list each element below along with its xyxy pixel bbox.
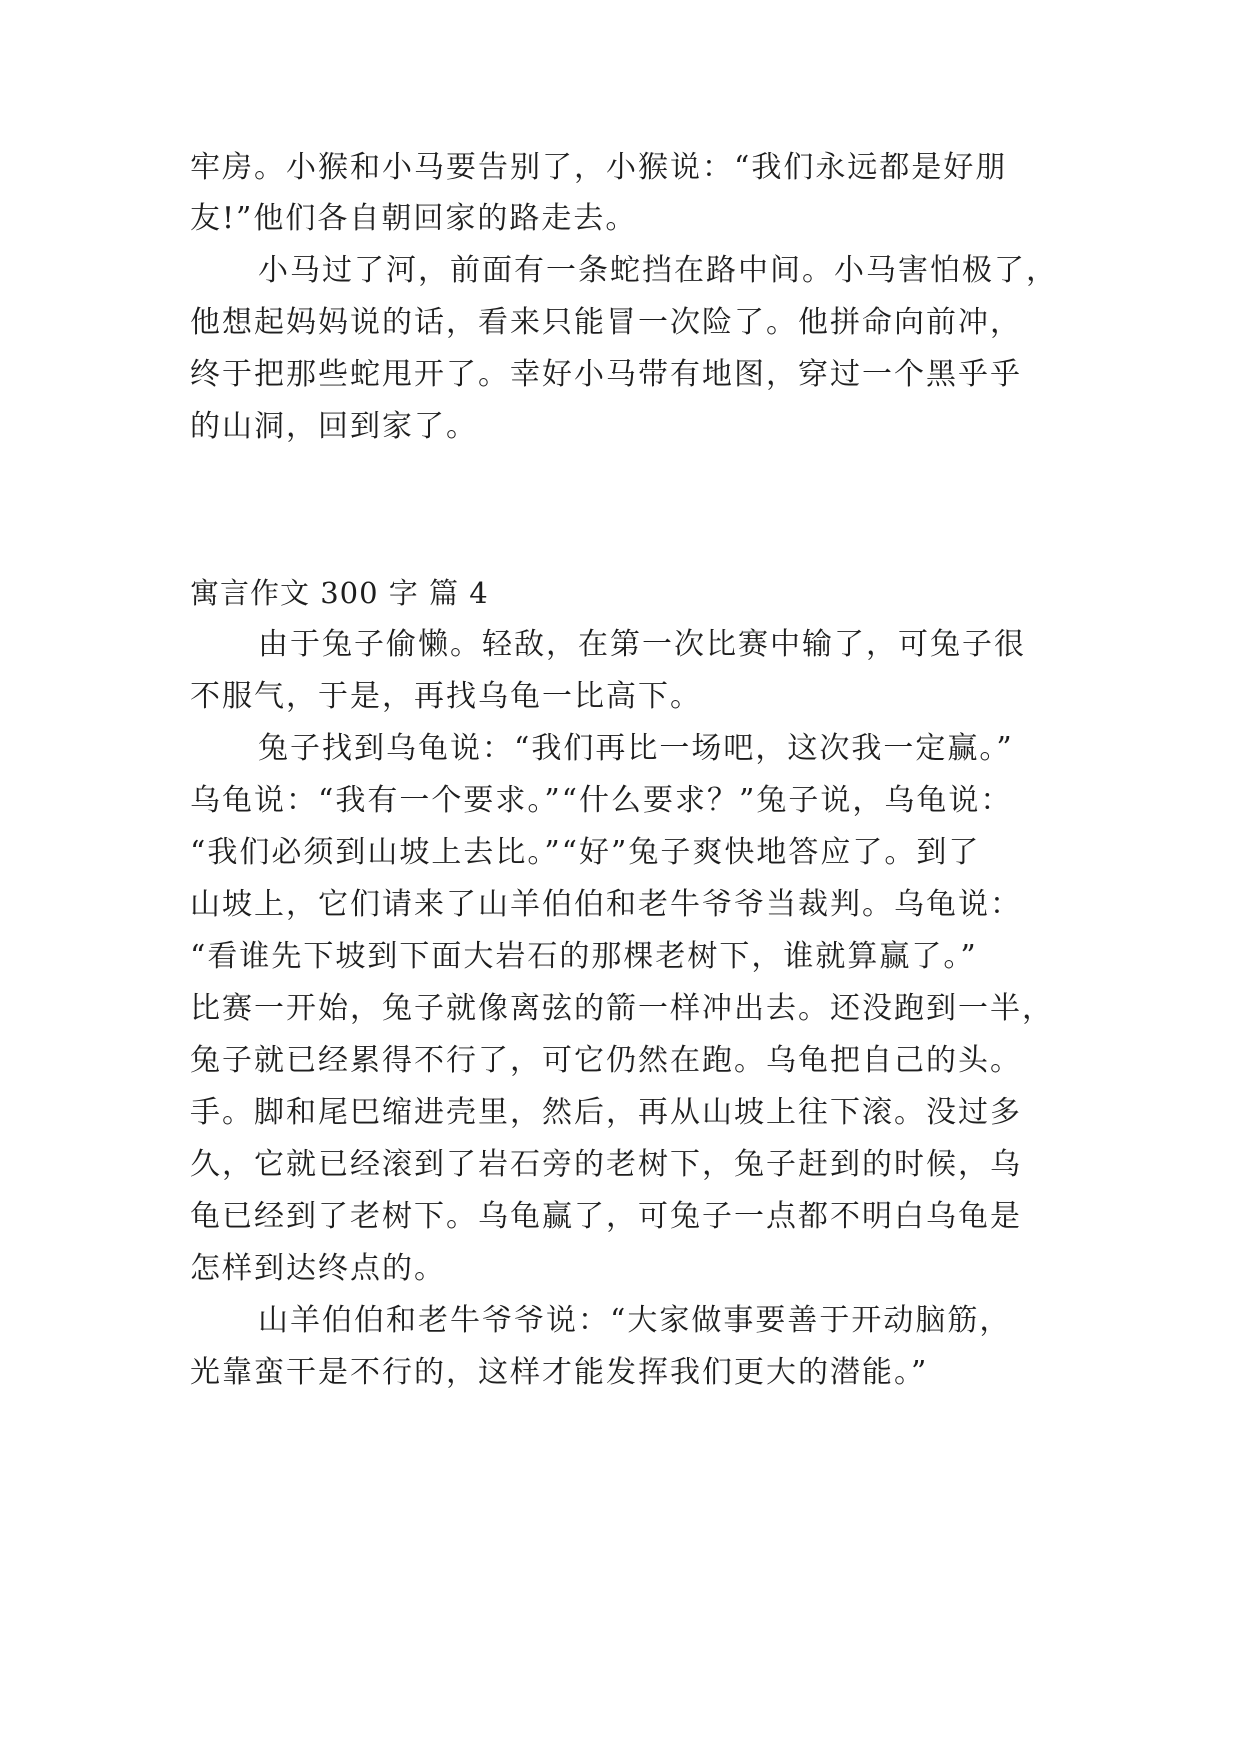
paragraph-line: 兔子就已经累得不行了，可它仍然在跑。乌龟把自己的头。 — [190, 1043, 1022, 1078]
paragraph-line: 龟已经到了老树下。乌龟赢了，可兔子一点都不明白乌龟是 — [190, 1199, 1022, 1234]
paragraph-line: 久，它就已经滚到了岩石旁的老树下，兔子赶到的时候，乌 — [190, 1147, 1022, 1182]
paragraph-line: 牢房。小猴和小马要告别了，小猴说：“我们永远都是好朋 — [190, 150, 1008, 185]
paragraph-line: “我们必须到山坡上去比。”“好”兔子爽快地答应了。到了 — [190, 835, 981, 870]
paragraph-line: 山坡上，它们请来了山羊伯伯和老牛爷爷当裁判。乌龟说： — [190, 887, 1022, 922]
paragraph-line: 友!”他们各自朝回家的路走去。 — [190, 201, 638, 236]
paragraph-line: 乌龟说：“我有一个要求。”“什么要求？”兔子说，乌龟说： — [190, 783, 1013, 818]
paragraph-line: 手。脚和尾巴缩进壳里，然后，再从山坡上往下滚。没过多 — [190, 1095, 1022, 1130]
paragraph-line: 小马过了河，前面有一条蛇挡在路中间。小马害怕极了， — [258, 253, 1058, 288]
paragraph-line: 比赛一开始，兔子就像离弦的箭一样冲出去。还没跑到一半， — [190, 991, 1054, 1026]
paragraph-line: 他想起妈妈说的话，看来只能冒一次险了。他拼命向前冲， — [190, 305, 1022, 340]
paragraph-line: 由于兔子偷懒。轻敌，在第一次比赛中输了，可兔子很 — [258, 627, 1026, 662]
paragraph-line: 光靠蛮干是不行的，这样才能发挥我们更大的潜能。” — [190, 1355, 929, 1390]
paragraph-line: 不服气，于是，再找乌龟一比高下。 — [190, 679, 702, 714]
paragraph-line: 怎样到达终点的。 — [190, 1251, 446, 1286]
section-heading: 寓言作文 300 字 篇 4 — [190, 576, 489, 610]
paragraph-line: 兔子找到乌龟说：“我们再比一场吧，这次我一定赢。” — [258, 731, 1014, 766]
paragraph-line: “看谁先下坡到下面大岩石的那棵老树下，谁就算赢了。” — [190, 939, 978, 974]
paragraph-line: 终于把那些蛇甩开了。幸好小马带有地图，穿过一个黑乎乎 — [190, 357, 1022, 392]
paragraph-line: 的山洞，回到家了。 — [190, 409, 478, 444]
paragraph-line: 山羊伯伯和老牛爷爷说：“大家做事要善于开动脑筋， — [258, 1303, 1012, 1338]
